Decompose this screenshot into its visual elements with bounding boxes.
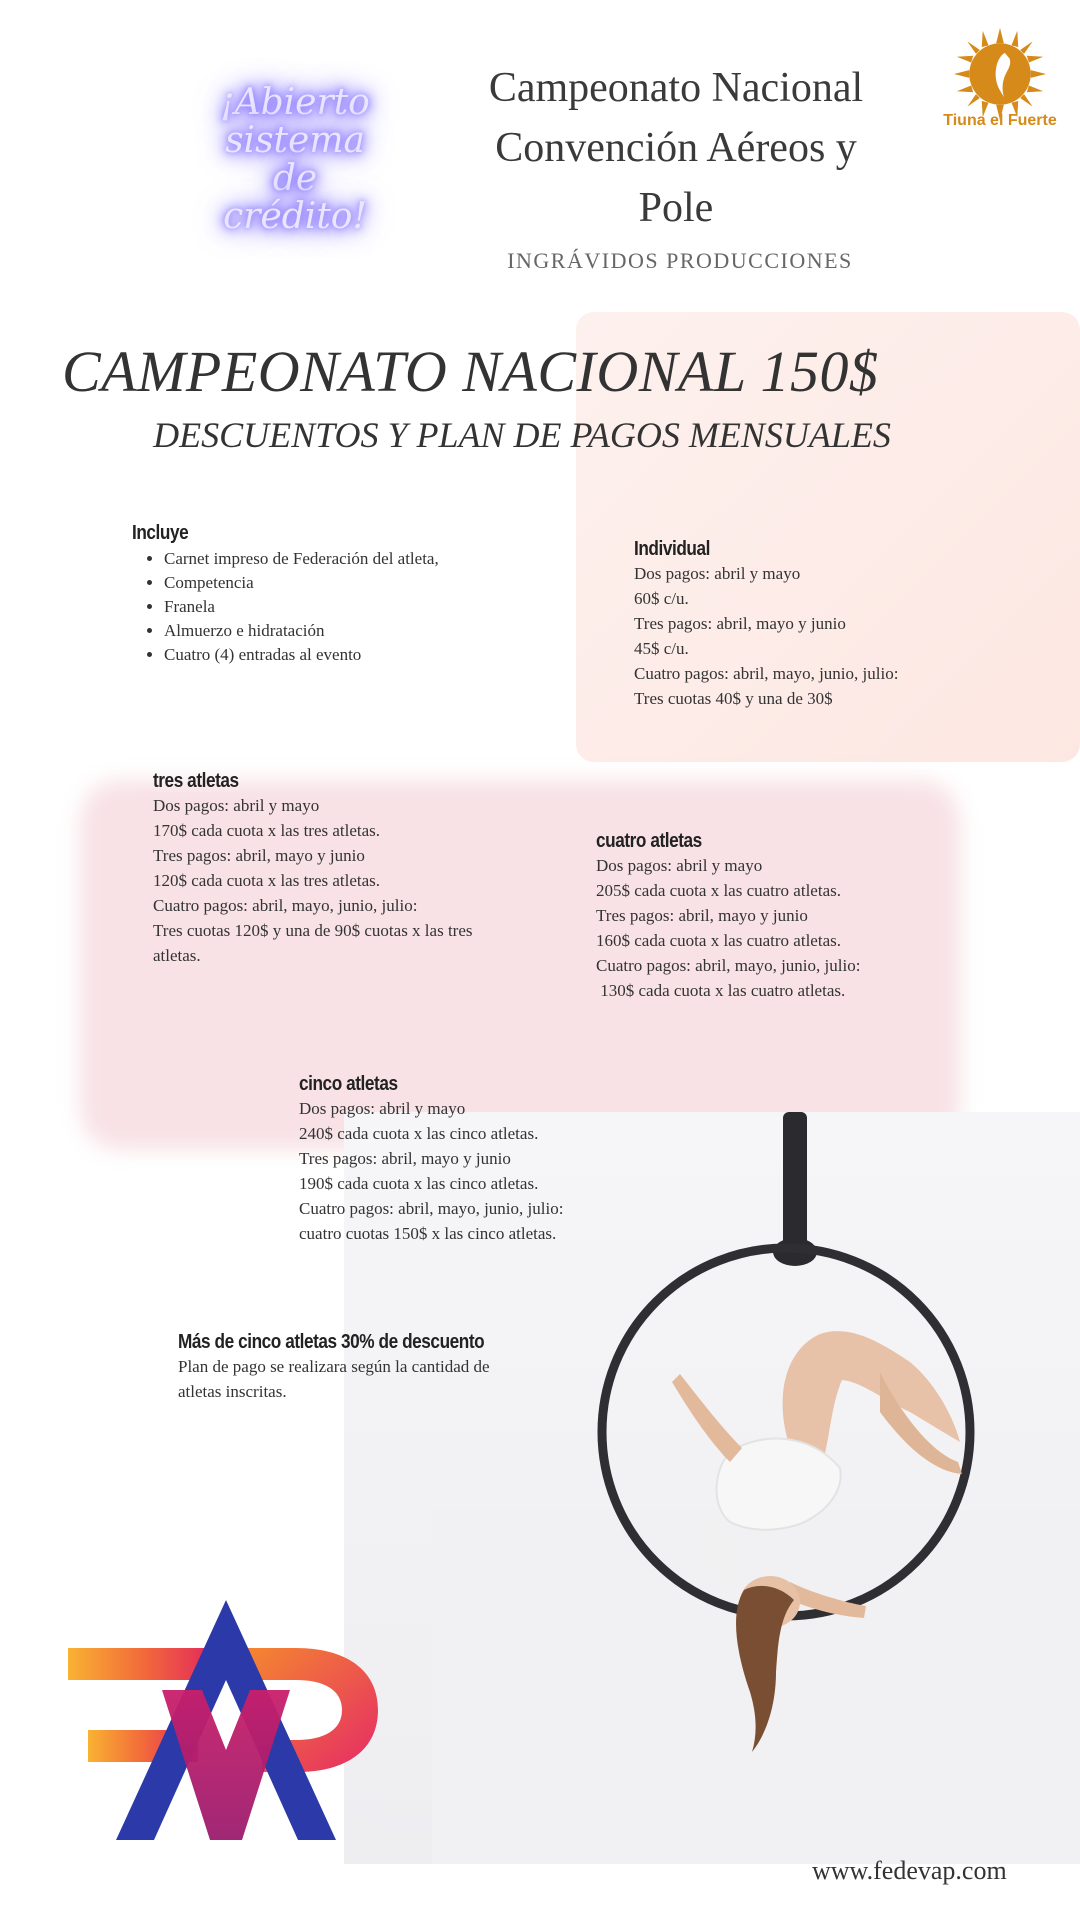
list-item: • Cuatro (4) entradas al evento (164, 643, 532, 667)
list-item: • Competencia (164, 571, 532, 595)
mas-atletas-details (178, 1354, 598, 1404)
event-title (456, 58, 896, 238)
text-line: Cuatro pagos: abril, mayo, junio, julio: (299, 1199, 564, 1218)
includes-heading: Incluye (132, 522, 189, 544)
fedevap-logo-icon (66, 1600, 406, 1850)
text-line: 60$ c/u. (634, 589, 689, 608)
sun-logo-icon (952, 26, 1048, 122)
text-line: Cuatro pagos: abril, mayo, junio, julio: (634, 664, 899, 683)
text-line: Cuatro pagos: abril, mayo, junio, julio: (596, 956, 861, 975)
includes-section (132, 522, 532, 667)
text-line: 130$ cada cuota x las cuatro atletas. (596, 981, 846, 1000)
credit-badge-line: sistema (225, 120, 365, 161)
text-line: Tres cuotas 40$ y una de 30$ (634, 689, 833, 708)
text-line: Tres pagos: abril, mayo y junio (634, 614, 846, 633)
cuatro-atletas-section (596, 830, 996, 1003)
list-item: • Franela (164, 595, 532, 619)
event-title-line: Pole (638, 185, 714, 231)
text-line: 205$ cada cuota x las cuatro atletas. (596, 881, 841, 900)
individual-section (634, 538, 1034, 711)
text-line: Tres pagos: abril, mayo y junio (299, 1149, 511, 1168)
credit-badge-line: crédito! (223, 196, 367, 237)
text-line: atletas inscritas. (178, 1382, 287, 1401)
list-item: • Carnet impreso de Federación del atleta, (164, 547, 532, 571)
text-line: Dos pagos: abril y mayo (634, 564, 801, 583)
text-line: 190$ cada cuota x las cinco atletas. (299, 1174, 539, 1193)
text-line: 170$ cada cuota x las tres atletas. (153, 821, 381, 840)
individual-details (634, 561, 1034, 711)
cuatro-atletas-heading: cuatro atletas (596, 830, 702, 852)
event-title-line: Campeonato Nacional (488, 65, 864, 111)
tres-atletas-section (153, 770, 553, 968)
main-subtitle: DESCUENTOS Y PLAN DE PAGOS MENSUALES (153, 415, 891, 455)
tres-atletas-heading: tres atletas (153, 770, 239, 792)
website-link[interactable]: www.fedevap.com (812, 1856, 1007, 1885)
credit-badge-line: de (272, 158, 318, 199)
cinco-atletas-heading: cinco atletas (299, 1073, 398, 1095)
producer-name: INGRÁVIDOS PRODUCCIONES (507, 248, 853, 273)
text-line: Cuatro pagos: abril, mayo, junio, julio: (153, 896, 418, 915)
main-title: CAMPEONATO NACIONAL 150$ (62, 339, 879, 404)
includes-list (132, 547, 532, 667)
text-line: Plan de pago se realizara según la cantidad de (178, 1357, 490, 1376)
text-line: Dos pagos: abril y mayo (596, 856, 763, 875)
text-line: Tres cuotas 120$ y una de 90$ cuotas x las tres (153, 921, 473, 940)
text-line: Dos pagos: abril y mayo (299, 1099, 466, 1118)
list-item: • Almuerzo e hidratación (164, 619, 532, 643)
text-line: atletas. (153, 946, 201, 965)
text-line: cuatro cuotas 150$ x las cinco atletas. (299, 1224, 557, 1243)
individual-heading: Individual (634, 538, 710, 560)
credit-badge-line: ¡Abierto (220, 82, 370, 123)
text-line: Tres pagos: abril, mayo y junio (153, 846, 365, 865)
text-line: Dos pagos: abril y mayo (153, 796, 320, 815)
credit-badge (200, 84, 390, 236)
tres-atletas-details (153, 793, 553, 968)
text-line: 160$ cada cuota x las cuatro atletas. (596, 931, 841, 950)
cinco-atletas-section (299, 1073, 699, 1246)
cinco-atletas-details (299, 1096, 699, 1246)
partner-logo-text: Tiuna el Fuerte (943, 112, 1057, 129)
text-line: Tres pagos: abril, mayo y junio (596, 906, 808, 925)
event-title-line: Convención Aéreos y (495, 125, 857, 171)
text-line: 240$ cada cuota x las cinco atletas. (299, 1124, 539, 1143)
mas-atletas-heading: Más de cinco atletas 30% de descuento (178, 1331, 485, 1353)
text-line: 45$ c/u. (634, 639, 689, 658)
cuatro-atletas-details (596, 853, 996, 1003)
mas-atletas-section (178, 1331, 598, 1404)
text-line: 120$ cada cuota x las tres atletas. (153, 871, 381, 890)
